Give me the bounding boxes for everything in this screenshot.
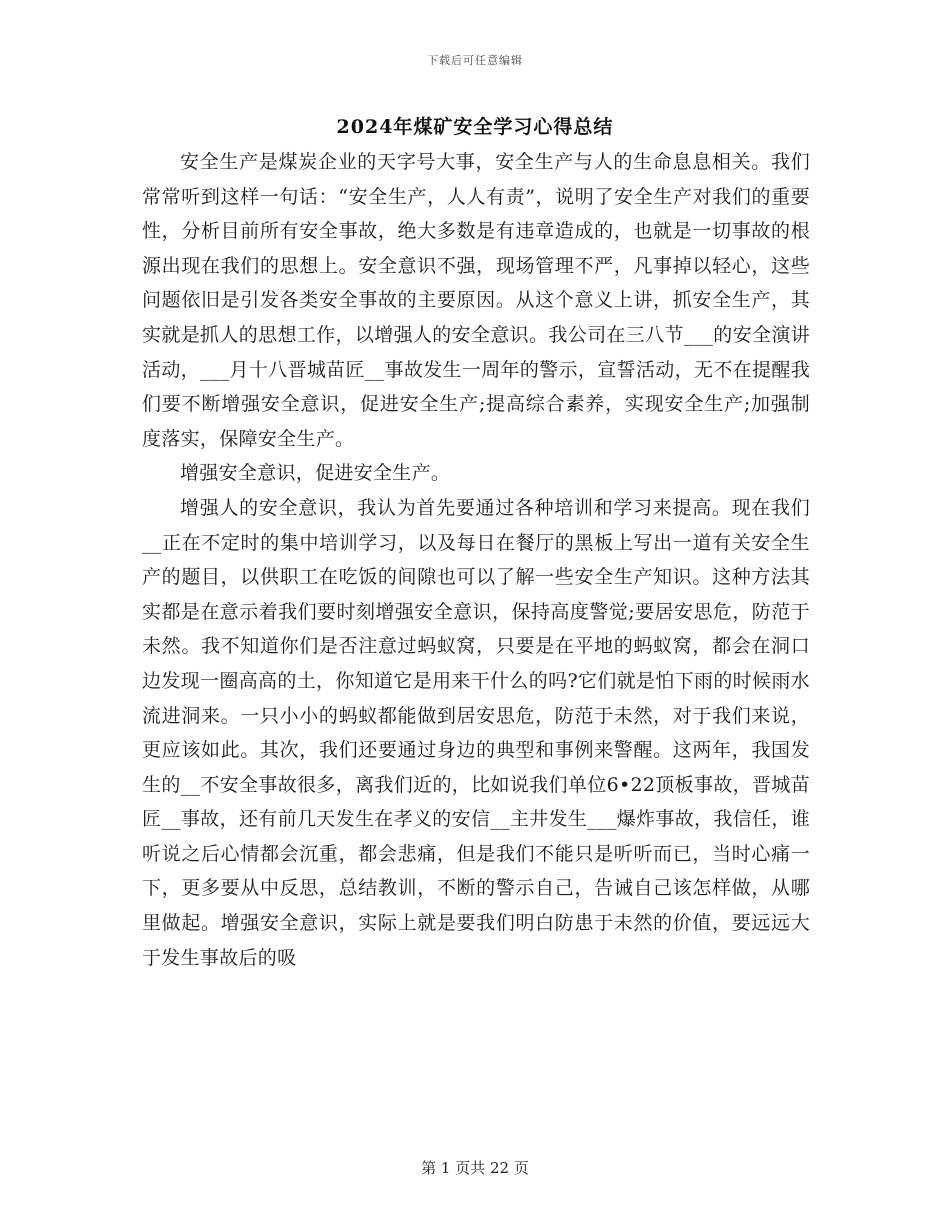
page-header-note: 下载后可任意编辑 <box>427 54 523 67</box>
paragraph-intro: 安全生产是煤炭企业的天字号大事，安全生产与人的生命息息相关。我们常常听到这样一句话：“安全生产，人人有责”，说明了安全生产对我们的重要性，分析目前所有安全事故，绝大多数是有违章造成的，也就是一切事故的根源出现在我们的思想上。安全意识不强，现场管理不严，凡事掉以轻心，这些问题依旧是引发各类安全事故的主要原因。从这个意义上讲，抓安全生产，其实就是抓人的思想工作，以增强人的安全意识。我公司在三八节___的安全演讲活动，___月十八晋城苗匠__事故发生一周年的警示，宣誓活动，无不在提醒我们要不断增强安全意识，促进安全生产;提高综合素养，实现安全生产;加强制度落实，保障安全生产。 <box>142 151 810 450</box>
document-body <box>142 145 810 975</box>
paragraph-awareness: 增强人的安全意识，我认为首先要通过各种培训和学习来提高。现在我们__正在不定时的集中培训学习，以及每日在餐厅的黑板上写出一道有关安全生产的题目，以供职工在吃饭的间隙也可以了解一些安全生产知识。这种方法其实都是在意示着我们要时刻增强安全意识，保持高度警觉;要居安思危，防范于未然。我不知道你们是否注意过蚂蚁窝，只要是在平地的蚂蚁窝，都会在洞口边发现一圈高高的土，你知道它是用来干什么的吗?它们就是怕下雨的时候雨水流进洞来。一只小小的蚂蚁都能做到居安思危，防范于未然，对于我们来说，更应该如此。其次，我们还要通过身边的典型和事例来警醒。这两年，我国发生的__不安全事故很多，离我们近的，比如说我们单位6•22顶板事故，晋城苗匠__事故，还有前几天发生在孝义的安信__主井发生___爆炸事故，我信任，谁听说之后心情都会沉重，都会悲痛，但是我们不能只是听听而已，当时心痛一下，更多要从中反思，总结教训，不断的警示自己，告诫自己该怎样做，从哪里做起。增强安全意识，实际上就是要我们明白防患于未然的价值，要远远大于发生事故后的吸 <box>142 496 810 969</box>
page-footer-number: 第 1 页共 22 页 <box>421 1159 529 1177</box>
paragraph-section-heading: 增强安全意识，促进安全生产。 <box>180 462 451 485</box>
document-title: 2024年煤矿安全学习心得总结 <box>336 116 614 138</box>
